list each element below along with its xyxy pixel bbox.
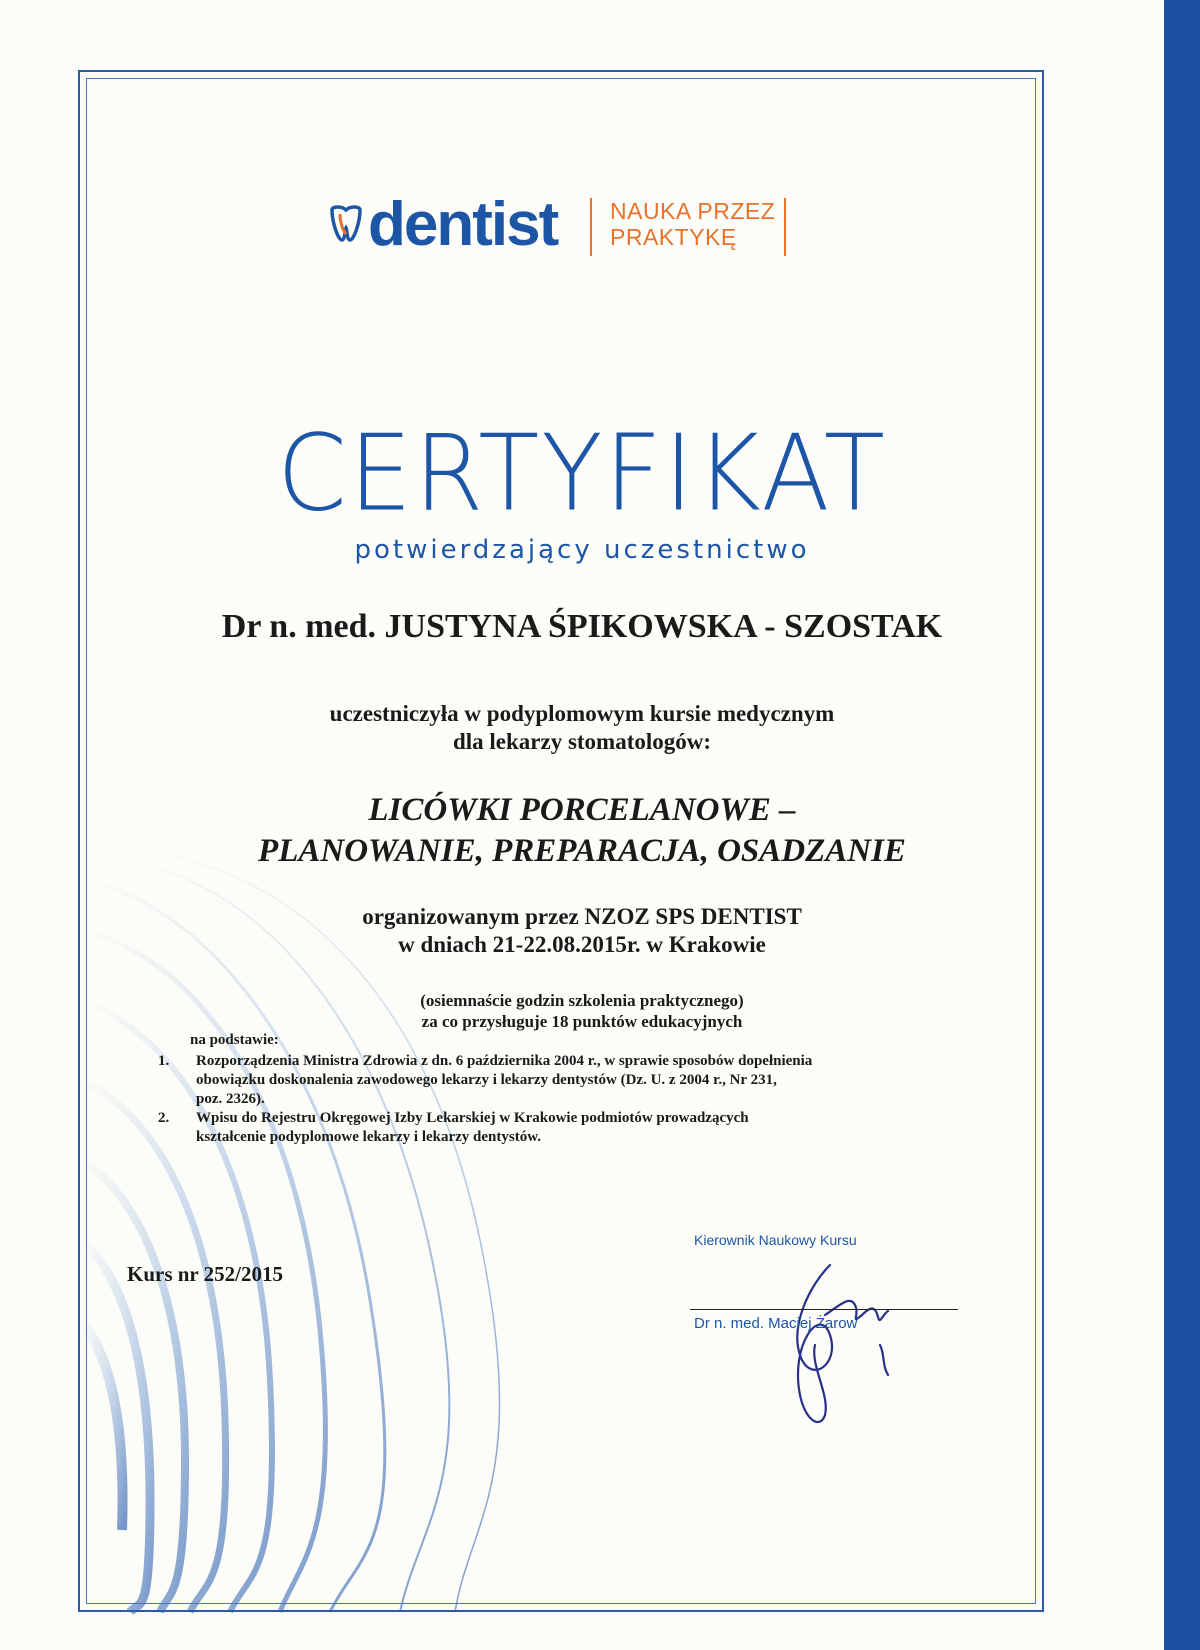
basis-item [158,1052,918,1109]
course-line2: PLANOWANIE, PREPARACJA, OSADZANIE [258,833,906,869]
hours-text [0,990,1164,1032]
intro-line2: dla lekarzy stomatologów: [452,729,712,754]
course-title [0,790,1164,872]
basis-item-line: Wpisu do Rejestru Okręgowej Izby Lekarskiej w Krakowie podmiotów prowadzących [196,1110,749,1126]
course-line1: LICÓWKI PORCELANOWE – [368,792,796,828]
signature-line [690,1309,958,1310]
hours-line2: za co przysługuje 18 punktów edukacyjnych [421,1012,743,1031]
logo-tagline-line1: NAUKA PRZEZ [610,198,776,224]
basis-item-line: poz. 2326). [196,1091,265,1107]
dentist-logo [328,190,828,260]
logo-tagline-line2: PRAKTYKĘ [610,224,737,250]
organizer-line2: w dniach 21-22.08.2015r. w Krakowie [398,932,766,957]
basis-item-number: 1. [158,1053,170,1069]
logo-wordmark: dentist [368,190,558,259]
handwritten-signature [770,1245,910,1435]
intro-line1: uczestniczyła w podyplomowym kursie medycznym [329,701,835,726]
recipient-name: Dr n. med. JUSTYNA ŚPIKOWSKA - SZOSTAK [221,608,943,645]
basis-item [158,1109,918,1147]
basis-item-line: obowiązku doskonalenia zawodowego lekarzy i lekarzy dentystów (Dz. U. z 2004 r., Nr 231, [196,1072,777,1088]
logo-divider-right [784,198,786,256]
certificate-title: CERTYFIKAT [277,412,887,535]
tooth-icon [328,204,364,244]
logo-divider-left [590,198,592,256]
signatory-name: Dr n. med. Maciej Żarow [694,1315,858,1332]
signatory-title: Kierownik Naukowy Kursu [694,1232,857,1248]
organizer-text [0,903,1164,959]
hours-line1: (osiemnaście godzin szkolenia praktycznego) [420,991,744,1010]
certificate-subtitle: potwierdzający uczestnictwo [354,535,810,565]
course-number: Kurs nr 252/2015 [127,1262,283,1286]
intro-text [0,700,1164,756]
basis-item-line: Rozporządzenia Ministra Zdrowia z dn. 6 października 2004 r., w sprawie sposobów dopełnienia [196,1053,813,1069]
basis-list [158,1052,918,1147]
basis-item-number: 2. [158,1110,170,1126]
basis-label: na podstawie: [190,1032,279,1048]
logo-tagline [610,198,775,250]
organizer-line1: organizowanym przez NZOZ SPS DENTIST [362,904,802,929]
basis-item-line: kształcenie podyplomowe lekarzy i lekarzy dentystów. [196,1129,541,1145]
